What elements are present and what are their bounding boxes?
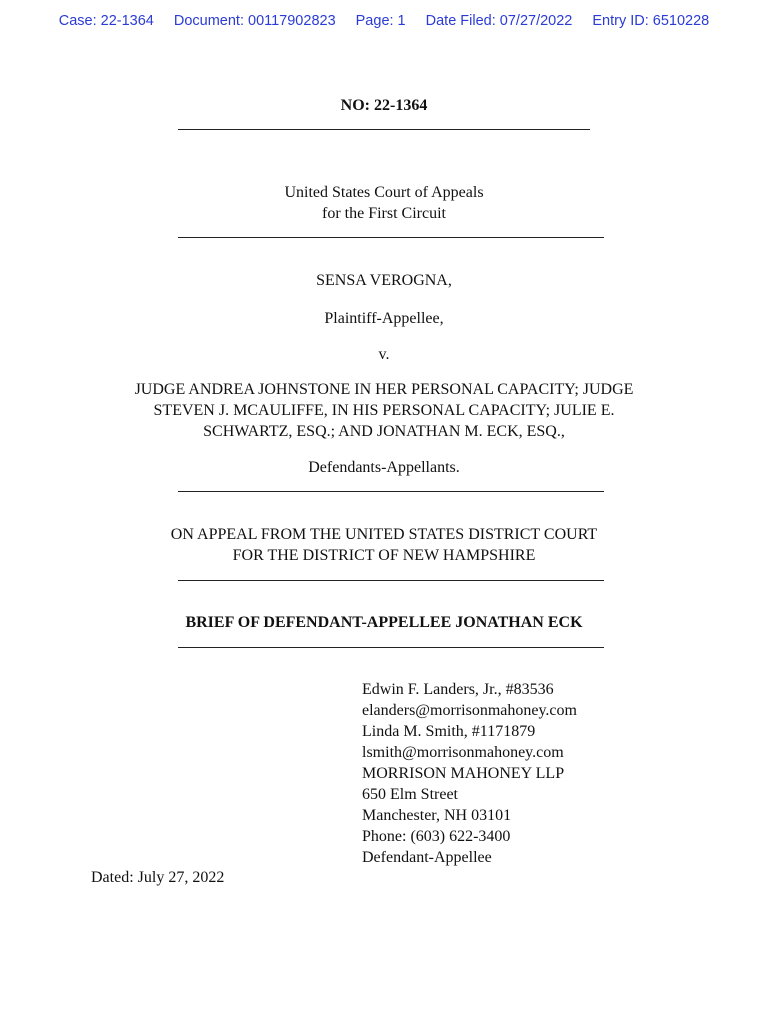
counsel-line: Manchester, NH 03101 xyxy=(362,807,512,824)
header-entry-id: Entry ID: 6510228 xyxy=(592,13,710,29)
divider-rule xyxy=(178,491,604,492)
header-document: Document: 00117902823 xyxy=(173,13,336,29)
defendants-role: Defendants-Appellants. xyxy=(308,459,460,476)
counsel-line: elanders@morrisonmahoney.com xyxy=(362,702,577,719)
plaintiff-role: Plaintiff-Appellee, xyxy=(324,310,444,327)
ecf-header xyxy=(0,13,768,29)
docket-number: NO: 22-1364 xyxy=(340,97,428,114)
court-line-1: United States Court of Appeals xyxy=(284,184,484,201)
divider-rule xyxy=(178,129,590,130)
counsel-line: Phone: (603) 622-3400 xyxy=(362,828,511,845)
appeal-line-1: ON APPEAL FROM THE UNITED STATES DISTRICT COURT xyxy=(170,526,598,543)
brief-title: BRIEF OF DEFENDANT-APPELLEE JONATHAN ECK xyxy=(185,614,583,631)
court-name xyxy=(0,182,768,224)
counsel-line: 650 Elm Street xyxy=(362,786,458,803)
header-date-filed: Date Filed: 07/27/2022 xyxy=(425,13,573,29)
header-case: Case: 22-1364 xyxy=(58,13,154,29)
counsel-line: lsmith@morrisonmahoney.com xyxy=(362,744,564,761)
counsel-line: MORRISON MAHONEY LLP xyxy=(362,765,565,782)
defendants-line-2: STEVEN J. MCAULIFFE, IN HIS PERSONAL CAPACITY; JULIE E. xyxy=(153,402,615,419)
defendants-line-3: SCHWARTZ, ESQ.; AND JONATHAN M. ECK, ESQ., xyxy=(203,423,565,440)
versus: v. xyxy=(378,346,390,363)
dated-line: Dated: July 27, 2022 xyxy=(91,869,225,886)
appeal-statement xyxy=(0,524,768,566)
appeal-line-2: FOR THE DISTRICT OF NEW HAMPSHIRE xyxy=(232,547,536,564)
counsel-line: Linda M. Smith, #1171879 xyxy=(362,723,536,740)
header-page: Page: 1 xyxy=(355,13,406,29)
counsel-block xyxy=(362,679,577,868)
divider-rule xyxy=(178,647,604,648)
defendants-line-1: JUDGE ANDREA JOHNSTONE IN HER PERSONAL CAPACITY; JUDGE xyxy=(134,381,634,398)
counsel-line: Edwin F. Landers, Jr., #83536 xyxy=(362,681,554,698)
plaintiff-name: SENSA VEROGNA, xyxy=(316,272,452,289)
divider-rule xyxy=(178,580,604,581)
defendants-names xyxy=(0,379,768,442)
counsel-line: Defendant-Appellee xyxy=(362,849,492,866)
divider-rule xyxy=(178,237,604,238)
court-line-2: for the First Circuit xyxy=(322,205,446,222)
